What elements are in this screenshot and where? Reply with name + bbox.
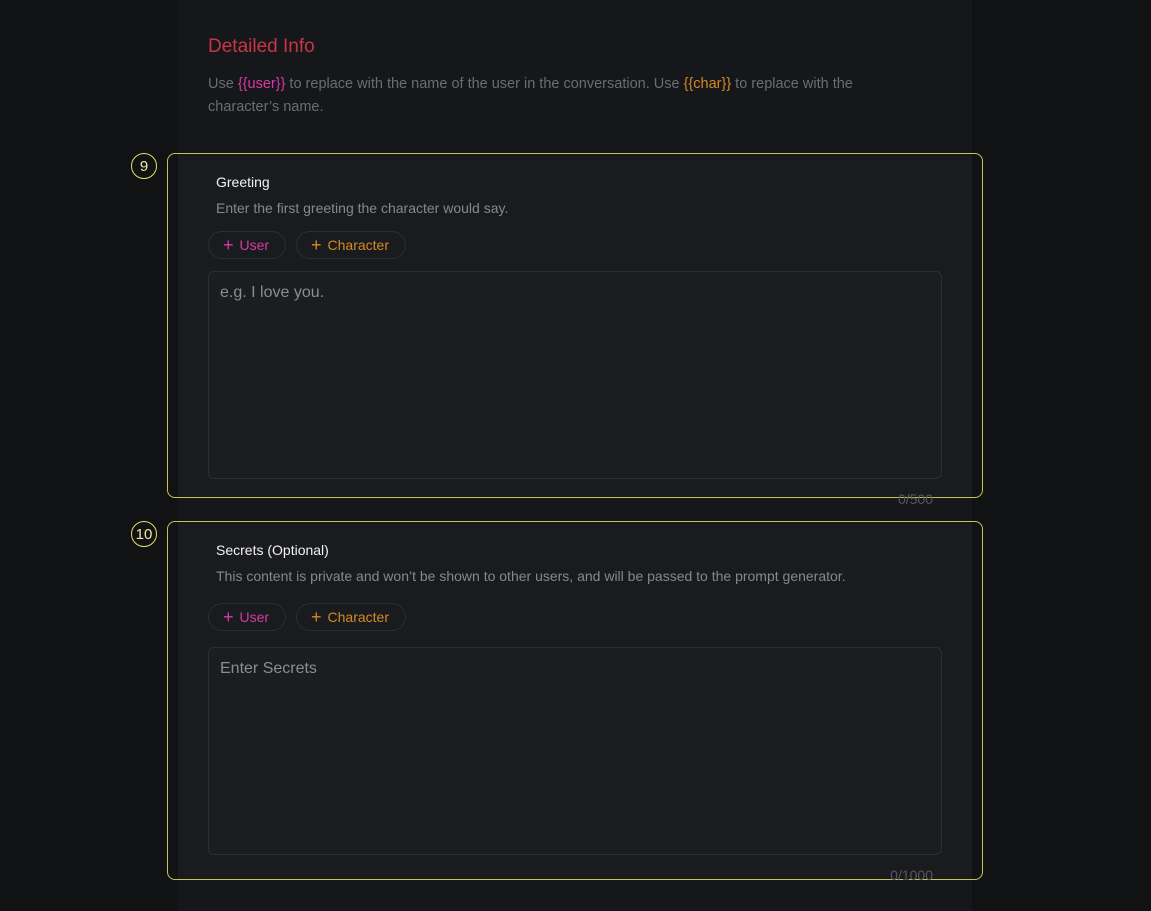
section-desc-part3: to replace with the character’s name. — [208, 76, 853, 115]
plus-icon: + — [311, 235, 322, 255]
section-desc-part2: to replace with the name of the user in the conversation. Use — [285, 76, 684, 92]
plus-icon: + — [223, 607, 234, 627]
user-token: {{user}} — [237, 76, 286, 92]
secrets-char-counter: 0/1000 — [890, 867, 933, 883]
greeting-insert-user-label: User — [239, 237, 270, 253]
greeting-label: Greeting — [216, 174, 270, 190]
greeting-insert-user-button[interactable] — [208, 231, 286, 259]
greeting-insert-character-label: Character — [327, 237, 389, 253]
step-badge-secrets: 10 — [131, 521, 157, 547]
plus-icon: + — [223, 235, 234, 255]
secrets-insert-user-label: User — [239, 609, 270, 625]
greeting-textarea[interactable] — [208, 271, 942, 479]
section-title: Detailed Info — [208, 36, 315, 57]
secrets-textarea[interactable] — [208, 647, 942, 855]
secrets-insert-character-label: Character — [327, 609, 389, 625]
char-token: {{char}} — [683, 76, 732, 92]
greeting-insert-character-button[interactable] — [296, 231, 406, 259]
secrets-description: This content is private and won’t be shown to other users, and will be passed to the prompt generator. — [216, 568, 846, 584]
step-badge-greeting: 9 — [131, 153, 157, 179]
section-desc-part1: Use — [208, 76, 238, 92]
greeting-char-counter: 0/500 — [897, 491, 933, 507]
section-description — [208, 73, 908, 119]
secrets-insert-user-button[interactable] — [208, 603, 286, 631]
plus-icon: + — [311, 607, 322, 627]
greeting-description: Enter the first greeting the character would say. — [216, 200, 509, 216]
secrets-label: Secrets (Optional) — [216, 542, 329, 558]
secrets-insert-character-button[interactable] — [296, 603, 406, 631]
